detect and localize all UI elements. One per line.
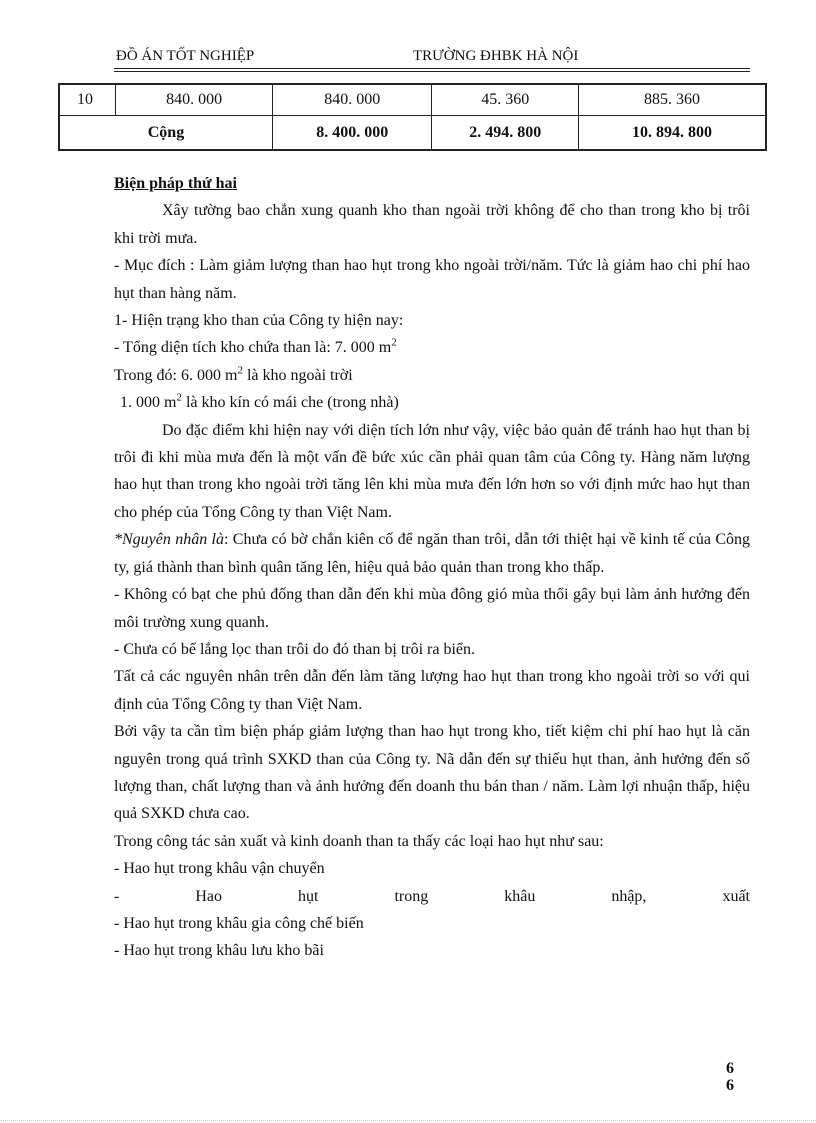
- header-thesis-title: ĐỒ ÁN TỐT NGHIỆP: [116, 48, 255, 64]
- list-item: - Hao hụt trong khâu lưu kho bãi: [114, 942, 324, 960]
- table-cell: 840. 000: [116, 84, 273, 116]
- word: -: [114, 887, 120, 905]
- page-number: [718, 1060, 734, 1094]
- list-item: - Hao hụt trong khâu gia công chế biến: [114, 914, 364, 932]
- outdoor-area-text: Trong đó: 6. 000 m: [114, 366, 238, 384]
- paragraph: Trong công tác sản xuất và kinh doanh than ta thấy các loại hao hụt như sau:: [114, 832, 604, 850]
- paragraph: Xây tường bao chắn xung quanh kho than ngoài trời không để cho than trong kho bị trôi khi trời mưa.: [114, 202, 750, 247]
- paragraph-indoor-area: [114, 389, 750, 416]
- section-heading: Biện pháp thứ hai: [114, 175, 237, 192]
- cost-table: [58, 83, 767, 151]
- table-total-cell: 10. 894. 800: [579, 116, 766, 151]
- paragraph: - Chưa có bể lắng lọc than trôi do đó than bị trôi ra biển.: [114, 640, 476, 658]
- page-number-digit: 6: [726, 1077, 734, 1094]
- paragraph-total-area: [114, 334, 750, 361]
- word: nhập,: [611, 887, 647, 905]
- word: hụt: [297, 887, 319, 905]
- superscript: 2: [237, 364, 243, 377]
- body-text: [114, 170, 750, 965]
- table-cell-index: 10: [59, 84, 116, 116]
- word: khâu: [504, 887, 536, 905]
- header-university: TRƯỜNG ĐHBK HÀ NỘI: [413, 48, 579, 64]
- table-cell: 885. 360: [579, 84, 766, 116]
- word: xuất: [722, 887, 750, 905]
- word: Hao: [195, 887, 222, 905]
- superscript: 2: [176, 391, 182, 404]
- table-total-cell: 8. 400. 000: [272, 116, 432, 151]
- cause-text: : Chưa có bờ chắn kiên cố để ngăn than trôi, dẫn tới thiệt hại về kinh tế của Công ty, giá thành than bình quân tăng lên, hiệu quả bảo quản than trong kho thấp.: [114, 531, 750, 576]
- paragraph: Do đặc điểm khi hiện nay với diện tích lớn như vậy, việc bảo quản để tránh hao hụt than bị trôi đi khi mùa mưa đến là một vấn đề bức xúc cần phải quan tâm của Công ty. Hàng năm lượng hao hụt than trong kho ngoài trời tăng lên khi mùa mưa đến lớn hơn so với định mức hao hụt than cho phép của Tổng Công ty than Việt Nam.: [114, 421, 750, 521]
- table-row: [59, 84, 766, 116]
- page-number-digit: 6: [726, 1060, 734, 1077]
- paragraph-purpose: - Mục đích : Làm giảm lượng than hao hụt trong kho ngoài trời/năm. Tức là giảm hao chi phí hao hụt than hàng năm.: [114, 257, 750, 302]
- paragraph-outdoor-area: [114, 362, 750, 389]
- indoor-area-suffix: là kho kín có mái che (trong nhà): [181, 394, 399, 412]
- paragraph-cause: [114, 526, 750, 581]
- indoor-area-text: 1. 000 m: [120, 394, 177, 412]
- list-item-spread: [114, 883, 750, 910]
- paragraph: Tất cả các nguyên nhân trên dẫn đến làm tăng lượng hao hụt than trong kho ngoài trời so với qui định của Tổng Công ty than Việt Nam.: [114, 668, 750, 713]
- table-cell: 840. 000: [272, 84, 432, 116]
- header-rule-double: [114, 71, 750, 72]
- paragraph-status-heading: 1- Hiện trạng kho than của Công ty hiện nay:: [114, 312, 404, 330]
- word: trong: [394, 887, 429, 905]
- table-total-row: [59, 116, 766, 151]
- paragraph: - Không có bạt che phủ đống than dẫn đến khi mùa đông gió mùa thổi gây bụi làm ảnh hưởng đến môi trường xung quanh.: [114, 586, 750, 631]
- cause-label: *Nguyên nhân là: [114, 531, 224, 549]
- outdoor-area-suffix: là kho ngoài trời: [242, 366, 353, 384]
- superscript: 2: [391, 337, 397, 350]
- list-item: - Hao hụt trong khâu vận chuyển: [114, 860, 325, 878]
- total-area-text: - Tổng diện tích kho chứa than là: 7. 000 m: [114, 339, 392, 357]
- table-total-label: Cộng: [59, 116, 272, 151]
- page-break-line: [0, 1120, 816, 1121]
- header-rule: [114, 68, 750, 69]
- table-total-cell: 2. 494. 800: [432, 116, 579, 151]
- paragraph: Bởi vậy ta cần tìm biện pháp giảm lượng than hao hụt trong kho, tiết kiệm chi phí hao hụt là căn nguyên trong quá trình SXKD than của Công ty. Nã dẫn đến sự thiếu hụt than, ảnh hưởng đến số lượng than, chất lượng than và ảnh hưởng đến doanh thu bán than / năm. Làm lợi nhuận thấp, hiệu quả SXKD chưa cao.: [114, 723, 750, 823]
- table-cell: 45. 360: [432, 84, 579, 116]
